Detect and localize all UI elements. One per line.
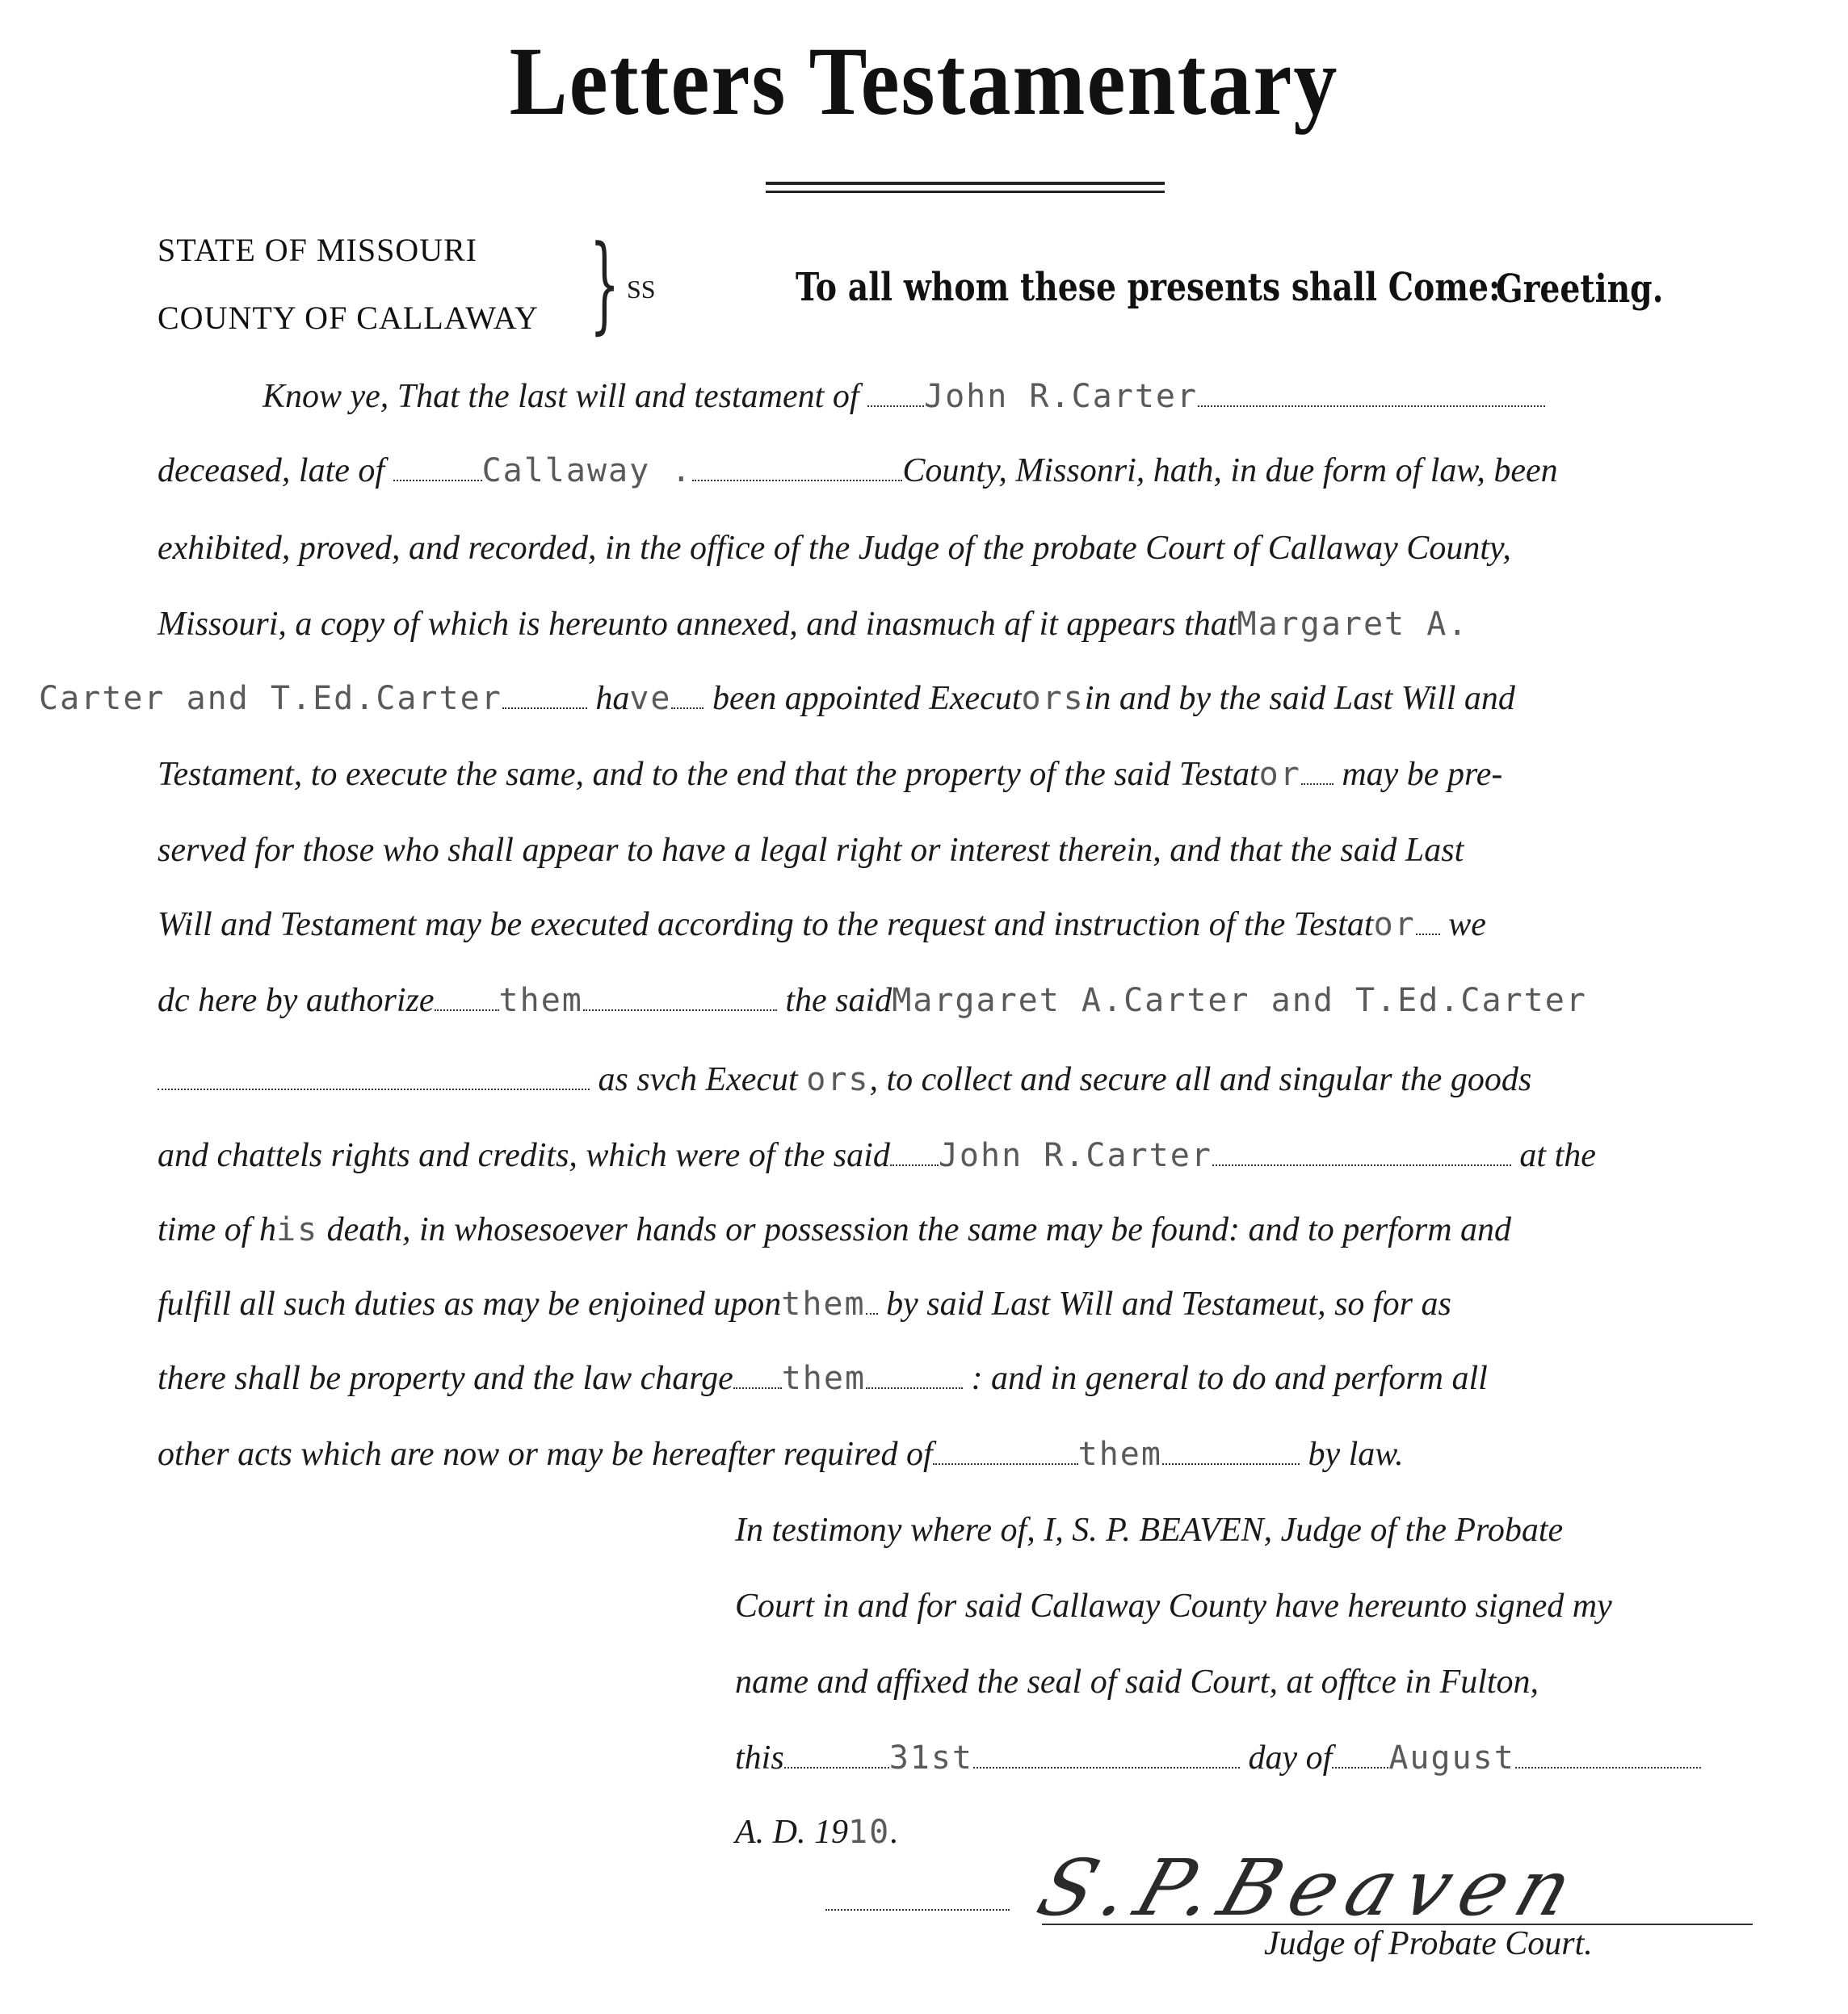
executor-first: Margaret A. bbox=[1237, 606, 1469, 643]
signer-title: Judge of Probate Court. bbox=[1264, 1925, 1593, 1962]
body-line-12: time of his death, in whosesoever hands or possession the same may be found: and to perform and bbox=[158, 1211, 1512, 1248]
testimony-line-4: this 31st day of August bbox=[735, 1741, 1701, 1775]
executors-full: Margaret A.Carter and T.Ed.Carter bbox=[892, 982, 1587, 1019]
date-year: 10 bbox=[848, 1814, 891, 1851]
body-line-4: Missouri, a copy of which is hereunto annexed, and inasmuch af it appears thatMargaret A. bbox=[158, 606, 1469, 643]
body-line-14: there shall be property and the law charge them : and in general to do and perform all bbox=[158, 1360, 1488, 1397]
body-line-6: Testament, to execute the same, and to the end that the property of the said Testator may be pre- bbox=[158, 756, 1503, 793]
deceased-name-2: John R.Carter bbox=[938, 1137, 1212, 1174]
body-line-9: dc here by authorize them the saidMargaret A.Carter and T.Ed.Carter bbox=[158, 982, 1587, 1019]
signature-line-lead bbox=[825, 1909, 1010, 1911]
title-rule-bottom bbox=[766, 191, 1165, 193]
date-month: August bbox=[1388, 1739, 1515, 1777]
county-name: Callaway . bbox=[481, 452, 693, 489]
body-line-5: Carter and T.Ed.Carter have been appointed Executorsin and by the said Last Will and bbox=[39, 680, 1515, 717]
venue-state: STATE OF MISSOURI bbox=[158, 232, 478, 268]
testimony-line-1: In testimony where of, I, S. P. BEAVEN, Judge of the Probate bbox=[735, 1512, 1564, 1549]
body-line-3: exhibited, proved, and recorded, in the office of the Judge of the probate Court of Callaway County, bbox=[158, 530, 1511, 567]
testimony-line-5: A. D. 1910. bbox=[735, 1814, 899, 1851]
judge-signature: S.P.Beaven bbox=[1027, 1843, 1595, 1933]
body-line-10: as svch Execut ors, to collect and secure all and singular the goods bbox=[158, 1063, 1531, 1097]
document-title: Letters Testamentary bbox=[509, 27, 1339, 136]
body-line-11: and chattels rights and credits, which were of the said John R.Carter at the bbox=[158, 1137, 1596, 1174]
body-line-13: fulfill all such duties as may be enjoined uponthem by said Last Will and Testameut, so for as bbox=[158, 1286, 1451, 1323]
title-rule-top bbox=[766, 182, 1165, 185]
testimony-line-2: Court in and for said Callaway County have hereunto signed my bbox=[735, 1588, 1612, 1625]
venue-brace: } bbox=[590, 222, 620, 345]
body-line-15: other acts which are now or may be hereafter required of them by law. bbox=[158, 1436, 1404, 1473]
deceased-name: John R.Carter bbox=[924, 378, 1199, 415]
date-day: 31st bbox=[888, 1739, 974, 1777]
executor-second: Carter and T.Ed.Carter bbox=[39, 680, 502, 717]
testimony-line-3: name and affixed the seal of said Court, at offtce in Fulton, bbox=[735, 1664, 1539, 1701]
body-line-2: deceased, late of Callaway . County, Missonri, hath, in due form of law, been bbox=[158, 452, 1558, 489]
body-line-7: served for those who shall appear to have a legal right or interest therein, and that the said Last bbox=[158, 832, 1464, 869]
body-line-8: Will and Testament may be executed according to the request and instruction of the Testator we bbox=[158, 906, 1486, 943]
venue-county: COUNTY OF CALLAWAY bbox=[158, 300, 539, 336]
greeting-word: Greeting. bbox=[1496, 266, 1664, 312]
body-line-1: Know ye, That the last will and testament of John R.Carter bbox=[262, 380, 1545, 413]
greeting-text: To all whom these presents shall Come: bbox=[796, 265, 1501, 310]
venue-ss: SS bbox=[627, 275, 656, 304]
authorized-them: them bbox=[498, 982, 583, 1019]
